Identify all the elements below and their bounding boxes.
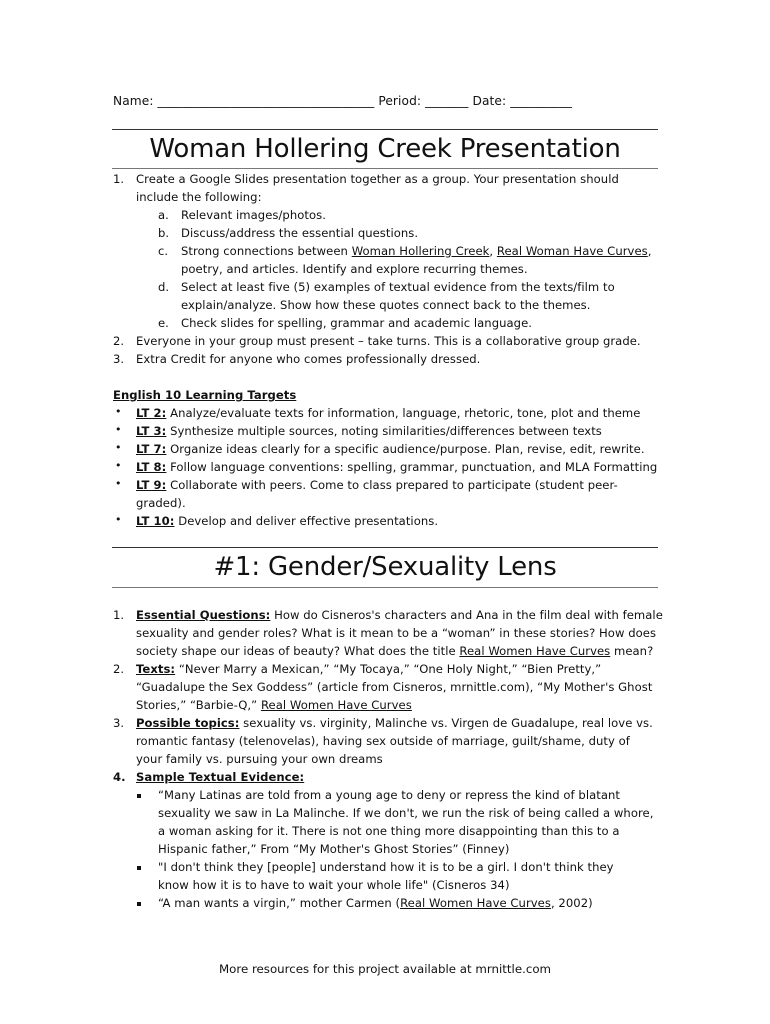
sub-letter: d. xyxy=(158,280,170,294)
target-code: LT 8: xyxy=(136,460,167,474)
sub-item-text: poetry, and articles. Identify and explore recurring themes. xyxy=(181,262,528,276)
section-title: #1: Gender/Sexuality Lens xyxy=(213,552,557,582)
bullet-icon: • xyxy=(115,459,122,472)
bullet-icon: • xyxy=(115,477,122,490)
target-code: LT 10: xyxy=(136,514,175,528)
list-number: 3. xyxy=(113,352,125,366)
date-label: Date: xyxy=(472,94,507,108)
list-number: 1. xyxy=(113,608,125,622)
divider xyxy=(112,168,658,169)
target-code: LT 9: xyxy=(136,478,167,492)
bullet-icon: • xyxy=(115,513,122,526)
divider xyxy=(112,129,658,130)
title-woman-hollering-creek: Woman Hollering Creek xyxy=(351,244,490,258)
list-item-text xyxy=(136,661,601,677)
list-item-text: sexuality and gender roles? What is it mean to be a “woman” in these stories? How does xyxy=(136,626,657,640)
list-number: 3. xyxy=(113,716,125,730)
target-code: LT 3: xyxy=(136,424,167,438)
sub-letter: e. xyxy=(158,316,169,330)
text-run: Stories,” “Barbie-Q,” xyxy=(136,698,261,712)
title-real-women-have-curves: Real Women Have Curves xyxy=(400,896,551,910)
sub-letter: c. xyxy=(158,244,169,258)
target-code: LT 7: xyxy=(136,442,167,456)
list-number: 2. xyxy=(113,334,125,348)
list-item-text xyxy=(136,697,412,713)
square-bullet-icon xyxy=(137,902,141,906)
sub-item-text xyxy=(181,243,651,259)
learning-target xyxy=(136,423,602,439)
bullet-icon: • xyxy=(115,441,122,454)
quote-text: Hispanic father,” From “My Mother's Ghost Stories” (Finney) xyxy=(158,842,510,856)
list-item-text: “Guadalupe the Sex Goddess” (article from Cisneros, mrnittle.com), “My Mother's Ghost xyxy=(136,680,653,694)
list-item-text xyxy=(136,607,663,623)
target-text: graded). xyxy=(136,496,186,510)
list-item-text xyxy=(136,643,653,659)
text-run: “Never Marry a Mexican,” “My Tocaya,” “One Holy Night,” “Bien Pretty,” xyxy=(175,662,602,676)
target-text: Analyze/evaluate texts for information, language, rhetoric, tone, plot and theme xyxy=(166,406,641,420)
date-field[interactable]: __________ xyxy=(510,94,573,108)
item-label: Sample Textual Evidence: xyxy=(136,770,305,784)
sub-item-text: explain/analyze. Show how these quotes connect back to the themes. xyxy=(181,298,591,312)
target-text: Develop and deliver effective presentations. xyxy=(174,514,439,528)
divider xyxy=(112,547,658,548)
list-item-text: include the following: xyxy=(136,190,262,204)
text-run: , xyxy=(489,244,497,258)
text-run: society shape our ideas of beauty? What does the title xyxy=(136,644,460,658)
title-real-woman-have-curves: Real Woman Have Curves xyxy=(496,244,648,258)
target-code: LT 2: xyxy=(136,406,167,420)
header-fields xyxy=(113,94,658,108)
list-item-text: Everyone in your group must present – take turns. This is a collaborative group grade. xyxy=(136,334,641,348)
square-bullet-icon xyxy=(137,794,141,798)
target-text: Synthesize multiple sources, noting similarities/differences between texts xyxy=(166,424,602,438)
text-run: “A man wants a virgin,” mother Carmen ( xyxy=(158,896,401,910)
list-number: 4. xyxy=(113,770,126,784)
bullet-icon: • xyxy=(115,405,122,418)
learning-target xyxy=(136,459,657,475)
quote-text: a woman asking for it. There is not one thing more disappointing than this to a xyxy=(158,824,620,838)
quote-text: know how it is to have to wait your whole life" (Cisneros 34) xyxy=(158,878,510,892)
sub-item-text: Check slides for spelling, grammar and academic language. xyxy=(181,316,532,330)
sub-item-text: Discuss/address the essential questions. xyxy=(181,226,419,240)
text-run: sexuality vs. virginity, Malinche vs. Virgen de Guadalupe, real love vs. xyxy=(239,716,653,730)
text-run: Strong connections between xyxy=(181,244,352,258)
title-real-women-have-curves: Real Women Have Curves xyxy=(459,644,611,658)
period-label: Period: xyxy=(378,94,422,108)
quote-text: "I don't think they [people] understand how it is to be a girl. I don't think they xyxy=(158,860,614,874)
name-field[interactable]: ___________________________________ xyxy=(157,94,375,108)
bullet-icon: • xyxy=(115,423,122,436)
learning-target xyxy=(136,477,618,493)
list-item-text xyxy=(136,715,653,731)
list-number: 1. xyxy=(113,172,125,186)
list-item-text: romantic fantasy (telenovelas), having sex outside of marriage, guilt/shame, duty of xyxy=(136,734,630,748)
divider xyxy=(112,587,658,588)
footer-text: More resources for this project available at mrnittle.com xyxy=(218,962,552,976)
sub-letter: a. xyxy=(158,208,169,222)
sub-item-text: Select at least five (5) examples of textual evidence from the texts/film to xyxy=(181,280,615,294)
target-text: Follow language conventions: spelling, grammar, punctuation, and MLA Formatting xyxy=(166,460,658,474)
sub-item-text: Relevant images/photos. xyxy=(181,208,326,222)
list-number: 2. xyxy=(113,662,125,676)
learning-target xyxy=(136,513,438,529)
item-label: Texts: xyxy=(136,662,176,676)
quote-text xyxy=(158,895,593,911)
target-text: Organize ideas clearly for a specific audience/purpose. Plan, revise, edit, rewrite. xyxy=(166,442,645,456)
text-run: How do Cisneros's characters and Ana in the film deal with female xyxy=(270,608,663,622)
list-item-text: Extra Credit for anyone who comes professionally dressed. xyxy=(136,352,481,366)
sub-letter: b. xyxy=(158,226,170,240)
text-run: , xyxy=(647,244,652,258)
learning-targets-heading: English 10 Learning Targets xyxy=(113,388,297,402)
text-run: mean? xyxy=(610,644,654,658)
text-run: , 2002) xyxy=(550,896,593,910)
item-label: Possible topics: xyxy=(136,716,240,730)
list-item-text: your family vs. pursuing your own dreams xyxy=(136,752,383,766)
target-text: Collaborate with peers. Come to class prepared to participate (student peer- xyxy=(166,478,618,492)
quote-text: “Many Latinas are told from a young age to deny or repress the kind of blatant xyxy=(158,788,620,802)
item-label: Essential Questions: xyxy=(136,608,271,622)
list-item-text xyxy=(136,769,304,785)
learning-target xyxy=(136,441,645,457)
title-real-women-have-curves: Real Women Have Curves xyxy=(260,698,412,712)
name-label: Name: xyxy=(113,94,154,108)
quote-text: sexuality we saw in La Malinche. If we don't, we run the risk of being called a whore, xyxy=(158,806,654,820)
section-title: Woman Hollering Creek Presentation xyxy=(149,134,621,164)
list-item-text: Create a Google Slides presentation together as a group. Your presentation should xyxy=(136,172,619,186)
square-bullet-icon xyxy=(137,866,141,870)
learning-target xyxy=(136,405,640,421)
period-field[interactable]: _______ xyxy=(425,94,469,108)
